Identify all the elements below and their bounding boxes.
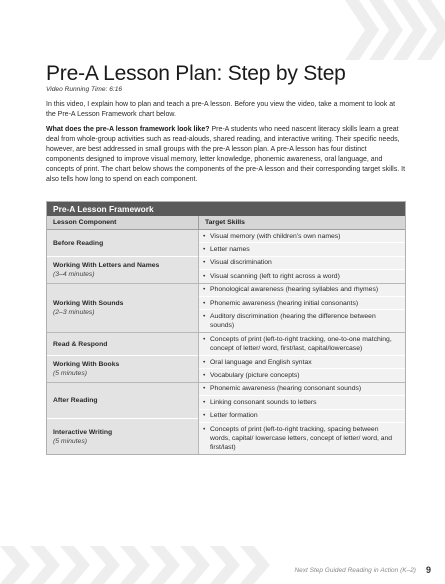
bullet-icon: •: [203, 286, 206, 294]
skill-item: • Concepts of print (left-to-right tracking, one-to-one matching, concept of letter/ word, first/last, capital/lowercase): [199, 333, 405, 356]
skill-item: • Concepts of print (left-to-right tracking, spacing between words, capital/ lowercase letters, concept of letter/ word, and first/last): [203, 425, 393, 452]
column-header-target-skills: Target Skills: [205, 219, 245, 226]
skill-item: • Visual memory (with children’s own names): [199, 230, 405, 243]
bullet-icon: •: [203, 398, 206, 406]
target-skills: [199, 383, 405, 454]
framework-answer: Pre-A students who need nascent literacy skills learn a great deal from whole-group activities such as read-alouds, shared reading, and interactive writing. Their specific needs, however, are best addressed in small groups with the pre-A lesson plan. A pre-A lesson has four distinct components designed to improve visual memory, letter knowledge, phonemic awareness, oral language, and concepts of print. The chart below shows the components of the pre-A lesson and their corresponding target skills. It also tells how long to spend on each component.: [46, 126, 406, 183]
column-header-lesson-component: Lesson Component: [47, 216, 199, 229]
lesson-components: [47, 284, 199, 333]
table-title: Pre-A Lesson Framework: [47, 202, 405, 216]
lesson-component: [47, 418, 198, 454]
video-running-time: Video Running Time: 6:16: [46, 86, 123, 93]
table-row-group: [47, 230, 405, 284]
page-number: 9: [425, 565, 431, 575]
table-row-group: [47, 284, 405, 334]
chevron-pattern-decoration: [325, 0, 445, 60]
lesson-components: [47, 383, 199, 454]
component-name: Interactive Writing: [53, 428, 113, 436]
bullet-icon: •: [203, 371, 206, 379]
page-footer: [0, 556, 445, 584]
bullet-icon: •: [203, 358, 206, 366]
lesson-component: [47, 333, 198, 355]
bullet-icon: •: [203, 245, 206, 253]
skill-item: • Linking consonant sounds to letters: [199, 396, 405, 409]
page-title: Pre-A Lesson Plan: Step by Step: [46, 62, 346, 85]
target-skills: [199, 284, 405, 333]
lesson-component: [47, 383, 198, 418]
skill-item: • Letter formation: [199, 410, 405, 423]
skill-item: • Vocabulary (picture concepts): [203, 371, 300, 379]
component-time: (2–3 minutes): [53, 309, 95, 317]
skill-item: • Oral language and English syntax: [199, 356, 405, 369]
table-row-group: [47, 333, 405, 383]
component-time: (5 minutes): [53, 438, 87, 446]
framework-question: What does the pre-A lesson framework look like?: [46, 126, 210, 133]
lesson-framework-table: [46, 201, 406, 455]
table-row-group: [47, 383, 405, 454]
component-name: Before Reading: [53, 239, 104, 247]
skill-item: • Visual scanning (left to right across a word): [203, 272, 340, 280]
bullet-icon: •: [203, 299, 206, 307]
skill-item: • Auditory discrimination (hearing the difference between sounds): [203, 312, 376, 330]
bullet-icon: •: [203, 335, 206, 343]
skill-item: • Phonological awareness (hearing syllables and rhymes): [199, 284, 405, 297]
bullet-icon: •: [203, 312, 206, 320]
bullet-icon: •: [203, 272, 206, 280]
bullet-icon: •: [203, 412, 206, 420]
lesson-components: [47, 230, 199, 283]
bullet-icon: •: [203, 385, 206, 393]
component-name: Working With Books: [53, 361, 120, 369]
bullet-icon: •: [203, 425, 206, 433]
bullet-icon: •: [203, 259, 206, 267]
target-skills: [199, 230, 405, 283]
component-name: Read & Respond: [53, 340, 108, 348]
lesson-component: [47, 256, 198, 283]
lesson-component: [47, 284, 198, 333]
skill-item: • Visual discrimination: [199, 257, 405, 270]
lesson-component: [47, 230, 198, 256]
target-skills: [199, 333, 405, 382]
table-header-row: [47, 216, 405, 230]
component-name: Working With Sounds: [53, 300, 124, 308]
component-time: (3–4 minutes): [53, 271, 95, 279]
component-name: Working With Letters and Names: [53, 261, 160, 269]
component-name: After Reading: [53, 397, 98, 405]
intro-paragraph: In this video, I explain how to plan and teach a pre-A lesson. Before you view the video, take a moment to look at the Pre-A Lesson Framework chart below.: [46, 101, 396, 118]
skill-item: • Phonemic awareness (hearing initial consonants): [199, 297, 405, 310]
bullet-icon: •: [203, 232, 206, 240]
footer-book-title: Next Step Guided Reading in Action (K–2): [294, 566, 416, 574]
skill-item: • Phonemic awareness (hearing consonant sounds): [199, 383, 405, 396]
lesson-components: [47, 333, 199, 382]
component-time: (5 minutes): [53, 370, 87, 378]
lesson-component: [47, 355, 198, 382]
framework-paragraph: [46, 125, 406, 185]
skill-item: • Letter names: [199, 243, 405, 256]
